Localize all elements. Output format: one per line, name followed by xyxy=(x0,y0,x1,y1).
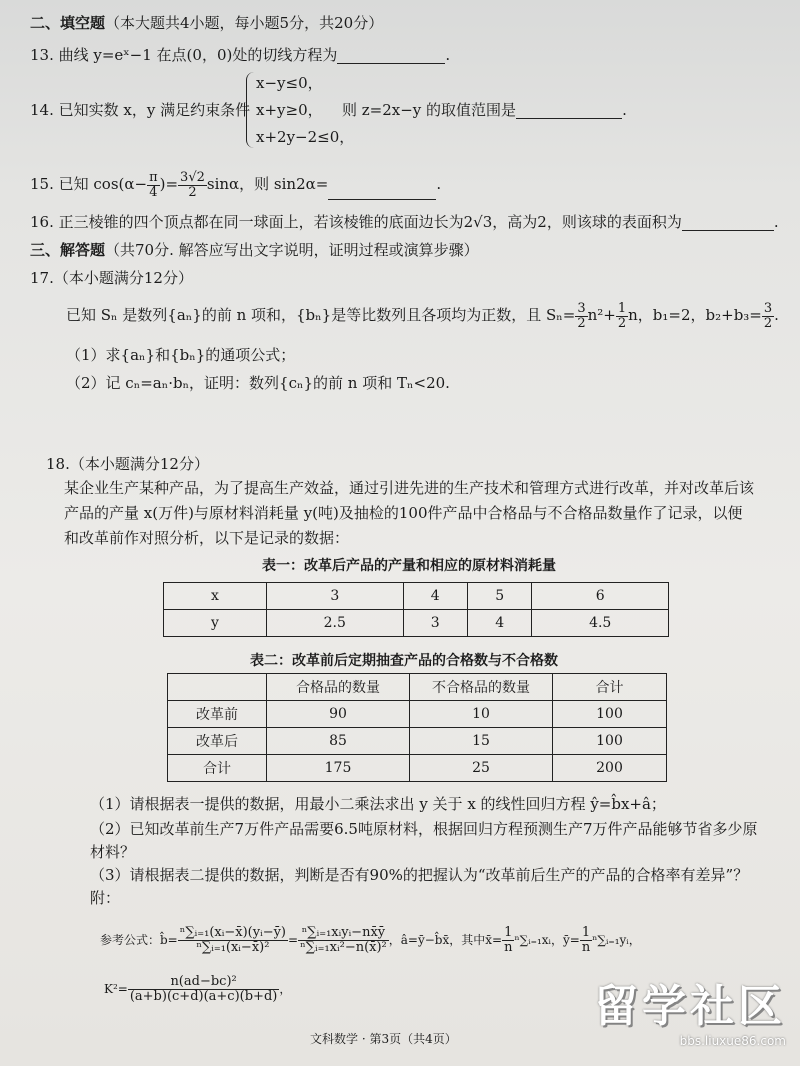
y-mean-frac xyxy=(580,926,592,955)
table2-cell: 25 xyxy=(410,755,553,782)
q18-title: 18.（本小题满分12分） xyxy=(46,455,209,473)
q17-f2-num: 1 xyxy=(617,300,627,316)
q14-constraint-1: x−y≤0， xyxy=(256,74,323,92)
k2-frac xyxy=(128,975,280,1004)
ref-label: 参考公式：b̂= xyxy=(100,933,178,947)
q14-post: 则 z=2x−y 的取值范围是 . xyxy=(342,101,627,119)
y-mean-den: n xyxy=(581,940,591,955)
table1-cell: 6 xyxy=(532,583,669,610)
q14-constraint-3: x+2y−2≤0， xyxy=(256,128,355,146)
sum-x: ⁿ∑ᵢ₌₁xᵢ，ȳ= xyxy=(514,933,580,947)
question-15: 15. 已知 cos(α− $\frac{\pi}{4}$ )= $\frac{3√2}{2}$ sinα，则 sin2α= . xyxy=(30,169,442,200)
table1 xyxy=(163,582,669,637)
table2 xyxy=(167,673,667,782)
k2-formula xyxy=(104,972,291,1008)
table2-header-cell xyxy=(168,674,267,701)
table1-cell: 2.5 xyxy=(267,610,404,637)
q15-four: 4 xyxy=(149,184,158,200)
q16-text: 16. 正三棱锥的四个顶点都在同一球面上，若该棱锥的底面边长为2√3，高为2，则该球的表面积为 xyxy=(30,213,682,231)
q18-part-3: （3）请根据表二提供的数据，判断是否有90%的把握认为“改革前后生产的产品的合格率有差异”？ xyxy=(90,866,749,884)
watermark-url: bbs.liuxue86.com xyxy=(679,1034,786,1048)
table1-cell: 5 xyxy=(467,583,531,610)
q17-frac-2 xyxy=(616,302,628,331)
ref-tail: ，â=ȳ−b̂x̄，其中x̄= xyxy=(388,933,503,947)
q17-frac-1 xyxy=(575,302,587,331)
table2-header-cell: 合计 xyxy=(553,674,667,701)
watermark-brand: 留学社区 xyxy=(594,981,786,1032)
table2-cell: 改革后 xyxy=(168,728,267,755)
q15-mid: )= xyxy=(159,175,179,193)
q14-post-text: 则 z=2x−y 的取值范围是 xyxy=(342,101,517,119)
q17-f2-den: 2 xyxy=(617,315,627,331)
b-frac-1 xyxy=(178,926,288,955)
q17-stem-text: 已知 Sₙ 是数列{aₙ}的前 n 项和，{bₙ}是等比数列且各项均为正数，且 Sₙ= xyxy=(66,306,576,324)
section3-heading: 三、解答题 xyxy=(30,241,106,259)
question-13: 13. 曲线 y=eˣ−1 在点(0，0)处的切线方程为 . xyxy=(30,46,451,64)
table2-cell: 200 xyxy=(553,755,667,782)
section2-header xyxy=(30,14,383,32)
q15-pi: π xyxy=(149,169,158,185)
table-row xyxy=(168,701,667,728)
q13-text: 13. 曲线 y=eˣ−1 在点(0，0)处的切线方程为 xyxy=(30,46,338,64)
table2-header-cell: 不合格品的数量 xyxy=(410,674,553,701)
table2-cell: 改革前 xyxy=(168,701,267,728)
table2-cell: 15 xyxy=(410,728,553,755)
table2-cell: 90 xyxy=(267,701,410,728)
k2-den: (a+b)(c+d)(a+c)(b+d) xyxy=(129,989,278,1004)
table1-cell: y xyxy=(164,610,267,637)
section2-heading: 二、填空题 xyxy=(30,14,106,32)
section3-header xyxy=(30,241,479,259)
q18-part-2b: 材料？ xyxy=(90,843,136,861)
table2-cell: 175 xyxy=(267,755,410,782)
table1-cell: 3 xyxy=(267,583,404,610)
q14-constraint-2: x+y≥0， xyxy=(256,101,323,119)
q17-mid1: n²+ xyxy=(587,306,616,324)
q17-frac-3 xyxy=(762,302,774,331)
k2-label: K²= xyxy=(104,982,128,996)
q15-coef-frac xyxy=(178,171,207,200)
ref-eq: = xyxy=(288,933,299,947)
q13-answer-blank xyxy=(337,49,445,64)
q18-line-3: 和改革前作对照分析，以下是记录的数据： xyxy=(64,529,350,547)
q14-answer-blank xyxy=(516,104,622,119)
sum-y: ⁿ∑ᵢ₌₁yᵢ， xyxy=(592,933,641,947)
q17-title: 17.（本小题满分12分） xyxy=(30,269,193,287)
question-16: 16. 正三棱锥的四个顶点都在同一球面上，若该棱锥的底面边长为2√3，高为2，则该球的表面积为 . xyxy=(30,213,779,231)
page-footer: 文科数学 · 第3页（共4页） xyxy=(310,1032,457,1046)
q18-appendix: 附： xyxy=(90,889,121,907)
table1-row-x xyxy=(164,583,669,610)
table1-caption: 表一：改革后产品的产量和相应的原材料消耗量 xyxy=(262,558,556,574)
table2-cell: 10 xyxy=(410,701,553,728)
section2-note: （本大题共4小题，每小题5分，共20分） xyxy=(105,14,384,32)
q15-answer-blank xyxy=(328,185,436,200)
table1-cell: 4.5 xyxy=(532,610,669,637)
table2-cell: 100 xyxy=(553,728,667,755)
table1-cell: 4 xyxy=(403,583,467,610)
b1-den: ⁿ∑ᵢ₌₁(xᵢ−x̄)² xyxy=(196,940,270,955)
table2-caption: 表二：改革前后定期抽查产品的合格数与不合格数 xyxy=(250,653,558,669)
b2-den: ⁿ∑ᵢ₌₁xᵢ²−n(x̄)² xyxy=(300,940,387,955)
q16-answer-blank xyxy=(682,216,774,231)
q17-f3-num: 3 xyxy=(763,300,773,316)
table2-cell: 85 xyxy=(267,728,410,755)
q18-line-1: 某企业生产某种产品，为了提高生产效益，通过引进先进的生产技术和管理方式进行改革，并对改革后该 xyxy=(64,479,755,497)
q15-coef-num: 3√2 xyxy=(180,169,205,185)
table1-cell: 3 xyxy=(403,610,467,637)
q15-pre: 15. 已知 cos(α− xyxy=(30,175,148,193)
x-mean-frac xyxy=(502,926,514,955)
q17-stem xyxy=(66,298,779,334)
section3-note: （共70分. 解答应写出文字说明，证明过程或演算步骤） xyxy=(105,241,479,259)
table-row xyxy=(168,728,667,755)
b-frac-2 xyxy=(298,926,389,955)
table2-header-row xyxy=(168,674,667,701)
table1-cell: 4 xyxy=(467,610,531,637)
k2-tail: ， xyxy=(279,982,292,996)
q18-part-1: （1）请根据表一提供的数据，用最小二乘法求出 y 关于 x 的线性回归方程 ŷ=b̂x+â； xyxy=(90,795,666,813)
table2-cell: 合计 xyxy=(168,755,267,782)
q15-coef-den: 2 xyxy=(188,184,197,200)
q15-pi-frac xyxy=(147,171,160,200)
table2-header-cell: 合格品的数量 xyxy=(267,674,410,701)
b2-num: ⁿ∑ᵢ₌₁xᵢyᵢ−nx̄ȳ xyxy=(298,926,389,941)
table1-row-y xyxy=(164,610,669,637)
table1-cell: x xyxy=(164,583,267,610)
q17-f1-num: 3 xyxy=(577,300,586,316)
x-mean-num: 1 xyxy=(502,926,514,941)
q14-pre: 14. 已知实数 x，y 满足约束条件 xyxy=(30,101,251,119)
q17-f3-den: 2 xyxy=(763,315,773,331)
q17-part-2: （2）记 cₙ=aₙ·bₙ，证明：数列{cₙ}的前 n 项和 Tₙ<20. xyxy=(66,374,450,392)
table-row xyxy=(168,755,667,782)
watermark xyxy=(594,970,786,1048)
b1-num: ⁿ∑ᵢ₌₁(xᵢ−x̄)(yᵢ−ȳ) xyxy=(179,925,286,940)
q17-f1-den: 2 xyxy=(577,315,586,331)
q18-part-2a: （2）已知改革前生产7万件产品需要6.5吨原材料，根据回归方程预测生产7万件产品能够节省多少原 xyxy=(90,820,758,838)
q17-part-1: （1）求{aₙ}和{bₙ}的通项公式； xyxy=(66,346,296,364)
q17-mid2: n，b₁=2，b₂+b₃= xyxy=(628,306,762,324)
q18-line-2: 产品的产量 x(万件)与原材料消耗量 y(吨)及抽检的100件产品中合格品与不合格品数量作了记录，以便 xyxy=(64,504,743,522)
table2-cell: 100 xyxy=(553,701,667,728)
y-mean-num: 1 xyxy=(580,926,592,941)
x-mean-den: n xyxy=(504,940,513,955)
reference-formula xyxy=(100,918,641,964)
k2-num: n(ad−bc)² xyxy=(128,975,280,990)
q15-post: sinα，则 sin2α= xyxy=(206,175,329,193)
q17-end: . xyxy=(774,306,779,324)
